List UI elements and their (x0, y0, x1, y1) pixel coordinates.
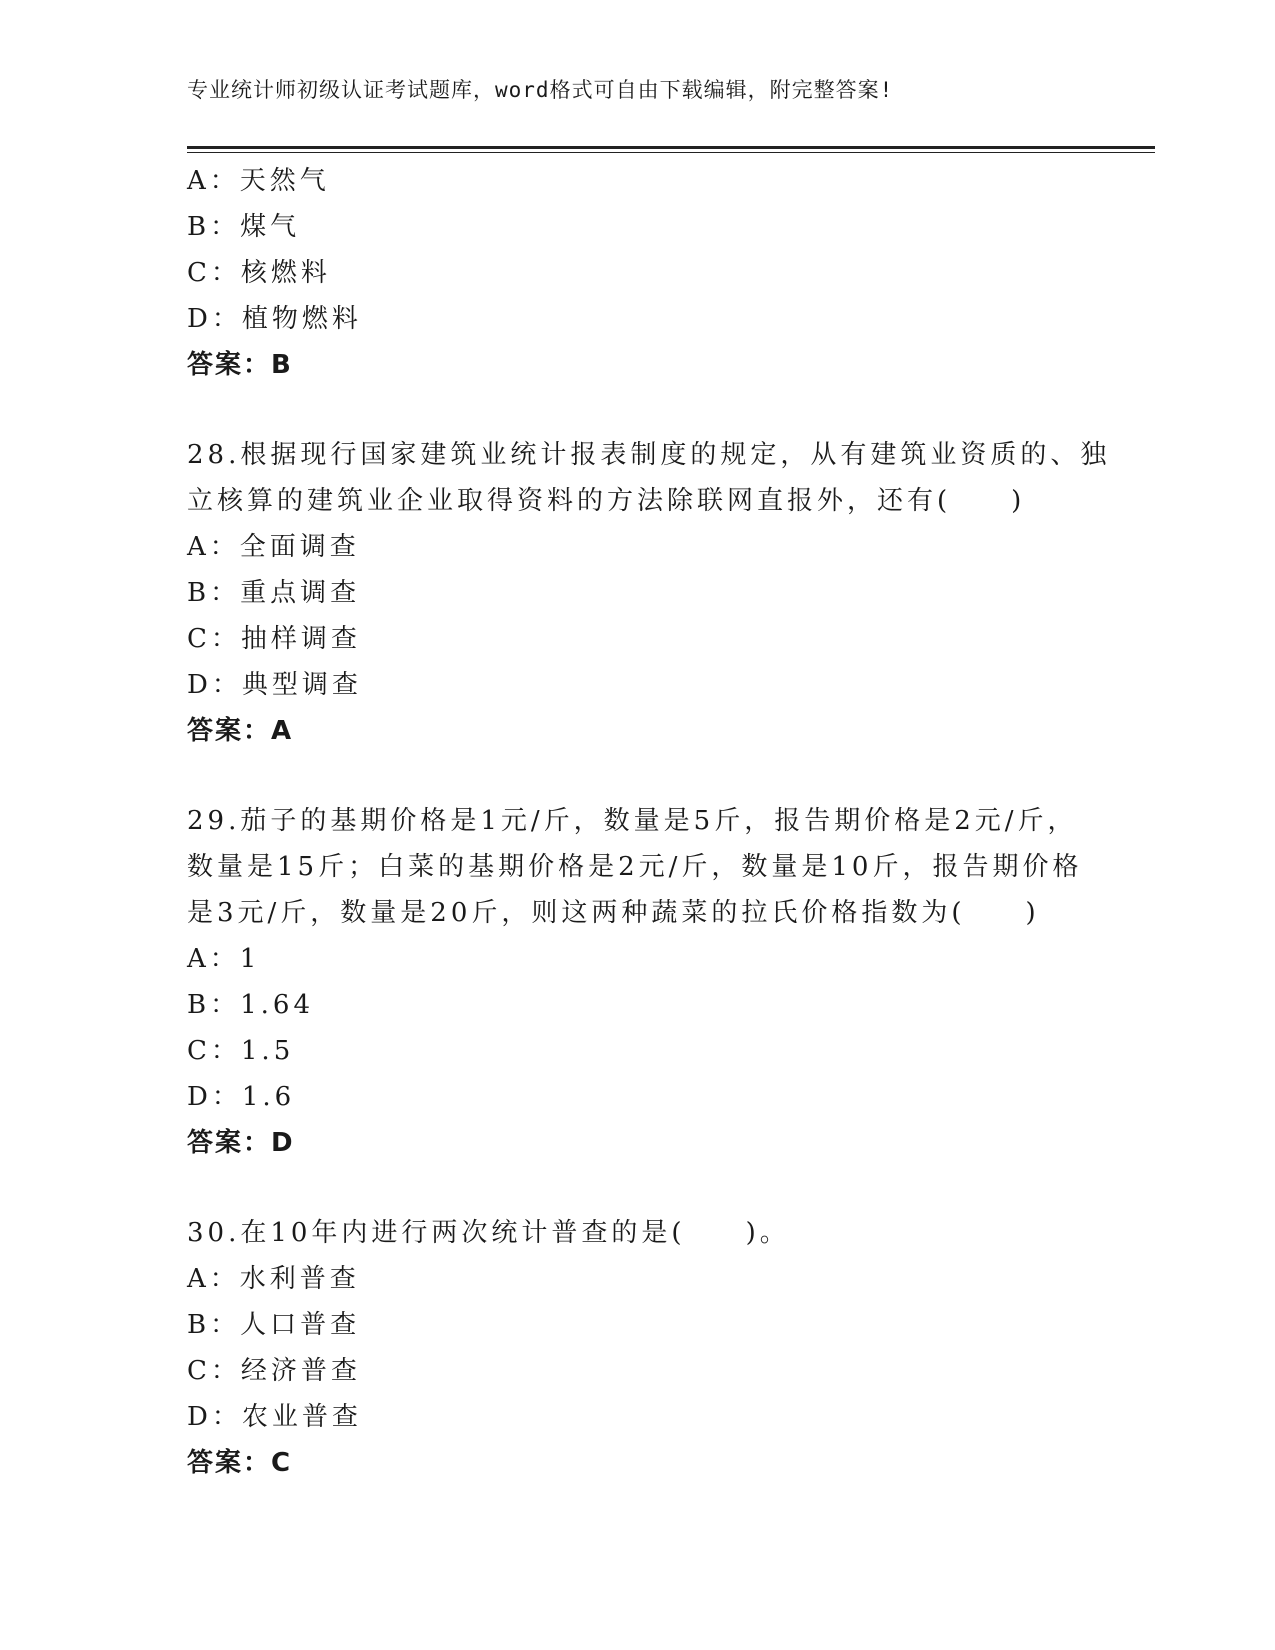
option-b: B：1.64 (187, 990, 314, 1020)
question-28 (187, 432, 1111, 754)
page-header: 专业统计师初级认证考试题库，word格式可自由下载编辑，附完整答案! (187, 78, 894, 102)
option-c: C：1.5 (187, 1036, 295, 1066)
option-a: A：1 (187, 944, 261, 974)
option-c: C：核燃料 (187, 258, 331, 288)
question-text-line: 数量是15斤；白菜的基期价格是2元/斤，数量是10斤，报告期价格 (187, 852, 1083, 882)
option-d: D：典型调查 (187, 670, 362, 700)
option-d: D：植物燃料 (187, 304, 362, 334)
option-c: C：抽样调查 (187, 624, 361, 654)
answer-line: 答案：A (187, 716, 294, 746)
answer-line: 答案：D (187, 1128, 295, 1158)
option-b: B：重点调查 (187, 578, 361, 608)
answer-line: 答案：C (187, 1448, 293, 1478)
answer-line: 答案：B (187, 350, 293, 380)
option-b: B：人口普查 (187, 1310, 361, 1340)
question-29 (187, 798, 1087, 1166)
header-divider-thin (187, 152, 1155, 153)
option-a: A：水利普查 (187, 1264, 360, 1294)
question-30 (187, 1210, 1087, 1486)
option-a: A：全面调查 (187, 532, 360, 562)
option-a: A：天然气 (187, 166, 330, 196)
question-text-line: 29.茄子的基期价格是1元/斤，数量是5斤，报告期价格是2元/斤， (187, 806, 1078, 836)
question-text-line: 28.根据现行国家建筑业统计报表制度的规定，从有建筑业资质的、独 (187, 440, 1111, 470)
option-d: D：农业普查 (187, 1402, 362, 1432)
option-b: B：煤气 (187, 212, 301, 242)
question-list (187, 158, 1111, 1486)
question-27 (187, 158, 1087, 388)
question-text-line: 是3元/斤，数量是20斤，则这两种蔬菜的拉氏价格指数为( ) (187, 898, 1040, 928)
question-text-line: 30.在10年内进行两次统计普查的是( )。 (187, 1218, 790, 1248)
option-c: C：经济普查 (187, 1356, 361, 1386)
header-divider-thick (187, 146, 1155, 149)
question-text-line: 立核算的建筑业企业取得资料的方法除联网直报外，还有( ) (187, 486, 1026, 516)
option-d: D：1.6 (187, 1082, 296, 1112)
